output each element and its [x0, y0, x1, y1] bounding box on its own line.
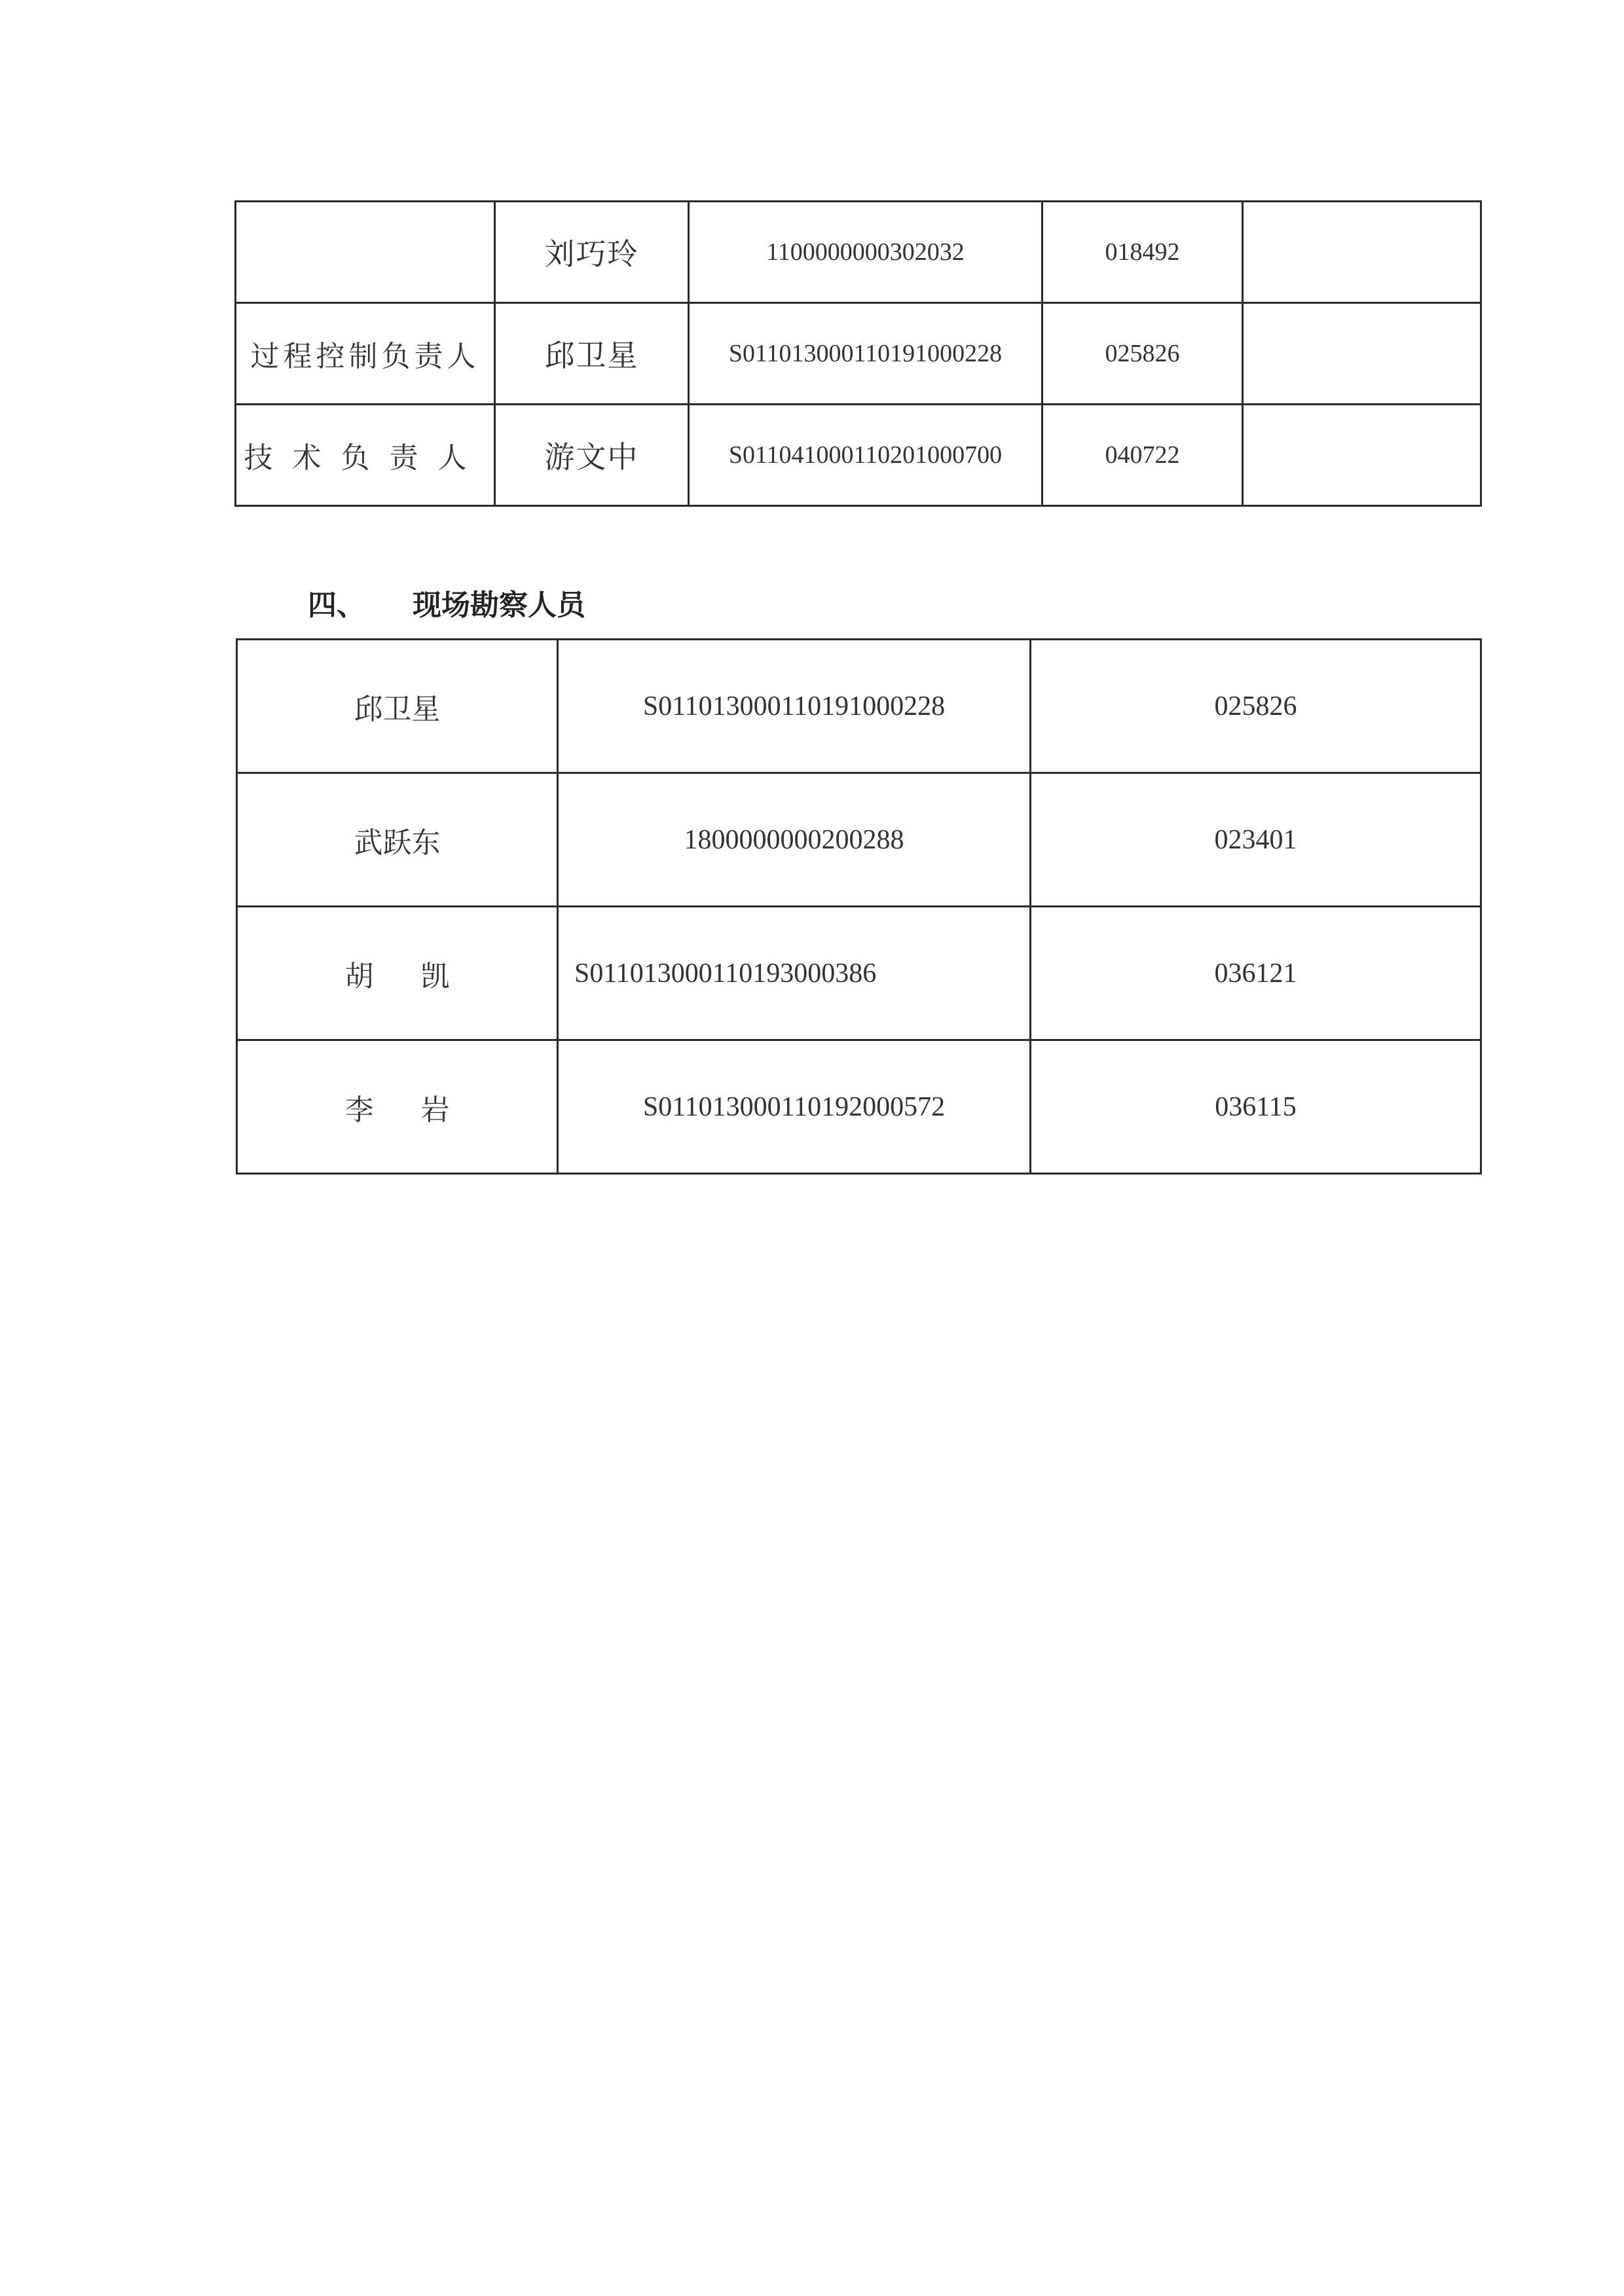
certificate-number-cell: S011013000110193000386: [558, 907, 1031, 1040]
table-row: [237, 640, 1481, 773]
section-number: 四、: [308, 589, 365, 622]
table-row: [237, 773, 1481, 907]
blank-cell: [1243, 202, 1481, 303]
id-number-cell: 040722: [1043, 405, 1243, 506]
name-cell: 刘巧玲: [495, 202, 689, 303]
certificate-number-cell: 1100000000302032: [689, 202, 1043, 303]
role-cell: [236, 202, 495, 303]
name-cell: 邱卫星: [495, 303, 689, 405]
id-number-cell: 023401: [1031, 773, 1481, 907]
certificate-number-cell: S011013000110191000228: [689, 303, 1043, 405]
certificate-number-cell: S011041000110201000700: [689, 405, 1043, 506]
blank-cell: [1243, 405, 1481, 506]
table-row: [237, 907, 1481, 1040]
table-row: [236, 405, 1481, 506]
role-cell: 技术负责人: [236, 405, 495, 506]
certificate-number-cell: S011013000110191000228: [558, 640, 1031, 773]
id-number-cell: 036115: [1031, 1040, 1481, 1174]
name-cell: 胡凯: [237, 907, 558, 1040]
section-title: 现场勘察人员: [413, 589, 585, 622]
table-row: [236, 202, 1481, 303]
blank-cell: [1243, 303, 1481, 405]
table-row: [236, 303, 1481, 405]
name-cell: 武跃东: [237, 773, 558, 907]
certificate-number-cell: S011013000110192000572: [558, 1040, 1031, 1174]
survey-personnel-table: [236, 638, 1482, 1175]
name-cell: 游文中: [495, 405, 689, 506]
table-row: [237, 1040, 1481, 1174]
name-cell: 邱卫星: [237, 640, 558, 773]
id-number-cell: 036121: [1031, 907, 1481, 1040]
id-number-cell: 018492: [1043, 202, 1243, 303]
certificate-number-cell: 1800000000200288: [558, 773, 1031, 907]
personnel-table-continued: [234, 200, 1482, 507]
section-heading: [308, 581, 585, 623]
name-cell: 李岩: [237, 1040, 558, 1174]
role-cell: 过程控制负责人: [236, 303, 495, 405]
id-number-cell: 025826: [1031, 640, 1481, 773]
id-number-cell: 025826: [1043, 303, 1243, 405]
